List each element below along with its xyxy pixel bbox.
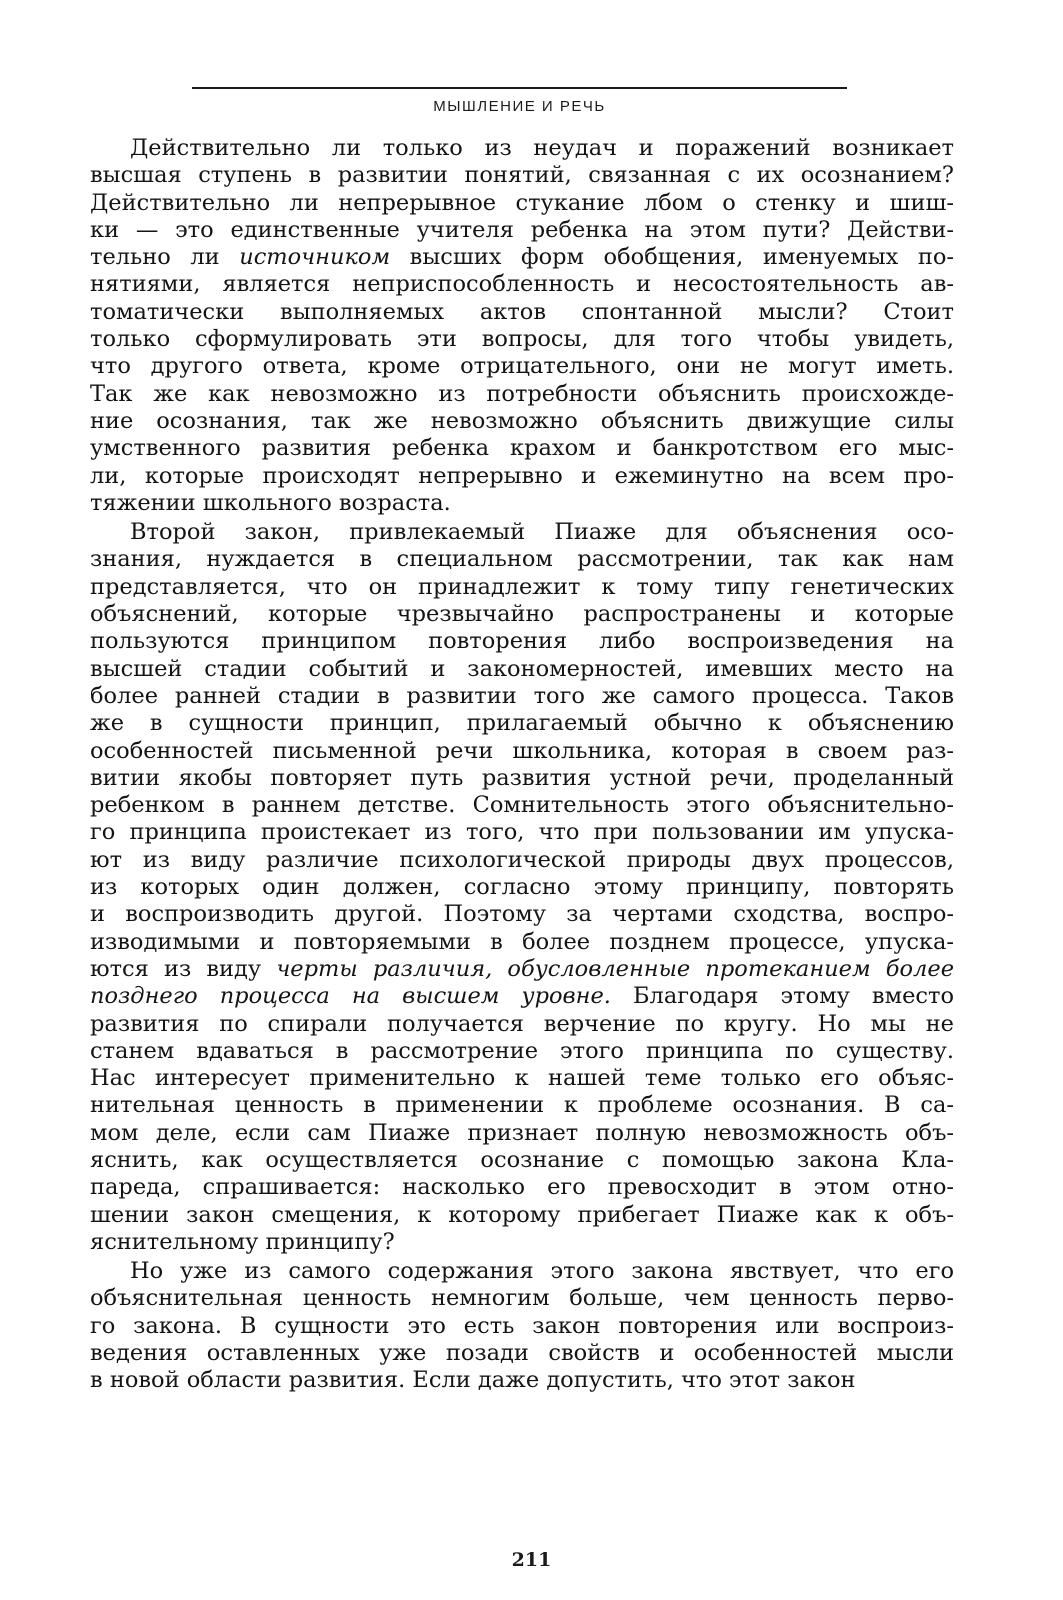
text-run: тельно ли — [90, 244, 240, 271]
italic-text: источником — [239, 244, 391, 271]
text-line — [90, 463, 954, 490]
text-run: яснить, как осуществляется осознание с помощью закона Кла- — [90, 1146, 954, 1173]
text-run: ведения оставленных уже позади свойств и особенностей мысли — [90, 1340, 954, 1367]
text-line — [90, 683, 954, 710]
text-line — [90, 326, 954, 353]
page-number: 211 — [511, 1549, 552, 1571]
paragraph — [90, 1258, 954, 1394]
text-line — [90, 519, 954, 546]
text-run: ки — это единственные учителя ребенка на этом пути? Действи- — [90, 216, 954, 243]
text-run: Действительно ли только из неудач и поражений возникает — [130, 135, 954, 161]
text-run: умственного развития ребенка крахом и банкротством его мыс- — [90, 435, 954, 462]
text-run: Но уже из самого содержания этого закона явствует, что его — [130, 1258, 954, 1285]
text-line — [90, 1202, 954, 1229]
text-run: из которых один должен, согласно этому принципу, повторять — [90, 874, 954, 901]
text-run: объяснительная ценность немногим больше, чем ценность перво- — [90, 1285, 954, 1312]
text-line — [90, 656, 954, 683]
text-line — [90, 819, 954, 846]
text-run: знания, нуждается в специальном рассмотрении, так как нам — [90, 546, 954, 573]
running-head: МЫШЛЕНИЕ И РЕЧЬ — [433, 98, 606, 115]
text-line — [90, 574, 954, 601]
text-run: яснительному принципу? — [90, 1228, 395, 1255]
text-line — [90, 271, 954, 298]
text-run: нительная ценность в применении к проблеме осознания. В са- — [90, 1092, 954, 1119]
text-run: же в сущности принцип, прилагаемый обычно к объяснению — [90, 710, 954, 737]
text-line — [90, 353, 954, 380]
text-line — [90, 244, 954, 271]
text-run: ребенком в раннем детстве. Сомнительность этого объяснительно- — [90, 792, 954, 819]
text-run: Благодаря этому вместо — [610, 983, 954, 1010]
text-run: изводимыми и повторяемыми в более позднем процессе, упуска- — [90, 928, 954, 955]
text-line — [90, 408, 954, 435]
text-run: Действительно ли непрерывное стукание лбом о стенку и шиш- — [90, 189, 954, 216]
paragraph — [90, 519, 954, 1256]
text-line — [90, 1174, 954, 1201]
text-line — [90, 1038, 954, 1065]
text-run: высшей стадии событий и закономерностей, имевших место на — [90, 655, 954, 682]
text-run: ние осознания, так же невозможно объяснить движущие силы — [90, 407, 954, 434]
text-line — [90, 1258, 954, 1285]
text-run: Так же как невозможно из потребности объяснить происхожде- — [90, 380, 954, 407]
text-line — [90, 1147, 954, 1174]
text-line — [90, 490, 954, 517]
text-line — [90, 1120, 954, 1147]
text-line — [90, 1367, 954, 1394]
paragraph — [90, 135, 954, 517]
text-run: тяжении школьного возраста. — [90, 489, 451, 516]
text-run: ют из виду различие психологической природы двух процессов, — [90, 846, 954, 873]
text-line — [90, 901, 954, 928]
text-run: шении закон смещения, к которому прибегает Пиаже как к объ- — [90, 1201, 954, 1228]
text-line — [90, 190, 954, 217]
text-run: только сформулировать эти вопросы, для того чтобы увидеть, — [90, 326, 954, 353]
text-line — [90, 1285, 954, 1312]
text-line — [90, 628, 954, 655]
text-run: мом деле, если сам Пиаже признает полную невозможность объ- — [90, 1119, 954, 1146]
text-line — [90, 299, 954, 326]
text-run: го принципа проистекает из того, что при пользовании им упуска- — [90, 819, 954, 846]
text-run: что другого ответа, кроме отрицательного, они не могут иметь. — [90, 353, 954, 380]
text-run: развития по спирали получается верчение по кругу. Но мы не — [90, 1010, 954, 1037]
text-run: Нас интересует применительно к нашей теме только его объяс- — [90, 1065, 954, 1092]
text-run: ли, которые происходят непрерывно и ежеминутно на всем про- — [90, 462, 954, 489]
text-run: витии якобы повторяет путь развития устной речи, проделанный — [90, 764, 954, 791]
text-line — [90, 874, 954, 901]
text-run: более ранней стадии в развитии того же самого процесса. Таков — [90, 682, 954, 709]
text-line — [90, 1065, 954, 1092]
text-line — [90, 435, 954, 462]
text-run: высших форм обобщения, именуемых по- — [390, 244, 954, 271]
text-run: Второй закон, привлекаемый Пиаже для объяснения осо- — [130, 519, 954, 546]
text-run: и воспроизводить другой. Поэтому за чертами сходства, воспро- — [90, 901, 954, 928]
text-run: нятиями, является неприспособленность и несостоятельность ав- — [90, 271, 954, 298]
text-line — [90, 1340, 954, 1367]
body-text — [90, 135, 954, 1395]
text-run: пареда, спрашивается: насколько его превосходит в этом отно- — [90, 1174, 954, 1201]
text-run: в новой области развития. Если даже допустить, что этот закон — [90, 1367, 856, 1394]
text-line — [90, 601, 954, 628]
text-line — [90, 710, 954, 737]
italic-text: позднего процесса на высшем уровне. — [90, 983, 611, 1010]
text-run: пользуются принципом повторения либо воспроизведения на — [90, 628, 954, 655]
text-line — [90, 1011, 954, 1038]
text-line — [90, 162, 954, 189]
text-run: представляется, что он принадлежит к тому типу генетических — [90, 573, 954, 600]
text-line — [90, 217, 954, 244]
text-line — [90, 929, 954, 956]
text-line — [90, 847, 954, 874]
text-line — [90, 738, 954, 765]
text-line — [90, 1313, 954, 1340]
text-run: объяснений, которые чрезвычайно распространены и которые — [90, 601, 954, 628]
header-rule — [192, 87, 847, 89]
text-run: ются из виду — [90, 955, 277, 982]
text-run: особенностей письменной речи школьника, которая в своем раз- — [90, 737, 954, 764]
text-line — [90, 1229, 954, 1256]
text-line — [90, 1092, 954, 1119]
text-run: высшая ступень в развитии понятий, связанная с их осознанием? — [90, 162, 954, 189]
text-line — [90, 765, 954, 792]
text-line — [90, 135, 954, 162]
text-line — [90, 546, 954, 573]
text-line — [90, 792, 954, 819]
text-run: го закона. В сущности это есть закон повторения или воспроиз- — [90, 1312, 954, 1339]
text-line — [90, 381, 954, 408]
text-run: станем вдаваться в рассмотрение этого принципа по существу. — [90, 1037, 954, 1064]
text-line — [90, 956, 954, 983]
text-run: томатически выполняемых актов спонтанной мысли? Стоит — [90, 298, 954, 325]
text-line — [90, 983, 954, 1010]
italic-text: черты различия, обусловленные протеканием более — [276, 955, 955, 982]
